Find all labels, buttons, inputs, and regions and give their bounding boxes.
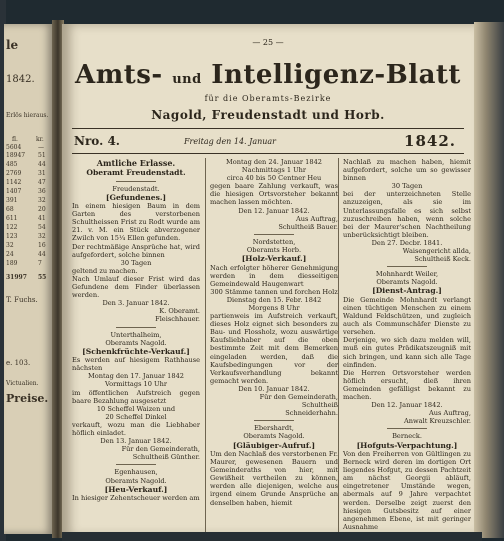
notice-date: Den 27. Decbr. 1841.	[371, 238, 443, 247]
masthead-subtitle: für die Oberamts-Bezirke	[204, 94, 332, 103]
left-fragment-text: 44	[38, 161, 46, 168]
notice-signature: Schultheiß Günther.	[132, 453, 200, 462]
left-fragment-text: 32	[6, 242, 14, 249]
notice-center-line: 30 Tagen	[120, 258, 152, 267]
notice-signature: Schultheiß Bauer.	[278, 222, 338, 231]
notice-text: gegen baare Zahlung verkauft, was die hiesigen Ortsvorsteher bekannt machen lassen möchten.	[210, 182, 338, 207]
notice-text: Nach erfolgter höherer Genehmigung werden in dem diesseitigen Gemeindewald Haugenwart	[210, 263, 338, 288]
left-fragment-text: 1407	[6, 188, 22, 195]
masthead-word: Intelligenz-Blatt	[211, 60, 461, 90]
notice-block	[210, 238, 338, 417]
left-fragment-text: 51	[38, 152, 46, 159]
left-fragment-text: le	[6, 38, 19, 52]
section-heading: Amtliche Erlasse.	[96, 158, 176, 168]
header-rule	[72, 128, 464, 129]
issue-year: 1842.	[404, 132, 456, 150]
divider	[254, 234, 294, 235]
left-fragment-text: 485	[6, 161, 18, 168]
place-name: Mohnhardt Weiler,	[375, 270, 439, 279]
divider	[116, 327, 156, 328]
left-fragment-text: 16	[38, 242, 46, 249]
place-name: Ebershardt,	[254, 424, 294, 433]
issue-line	[74, 132, 462, 152]
left-fragment-text: 189	[6, 260, 18, 267]
newspaper-page	[62, 24, 474, 536]
notice-title: [Hofguts-Verpachtung.]	[356, 440, 458, 450]
notice-center-line: Vormittags 10 Uhr	[104, 380, 167, 389]
notice-block	[343, 432, 471, 531]
notice-date: Den 3. Januar 1842.	[102, 299, 170, 308]
masthead-title	[62, 60, 474, 90]
notice-date: Den 12. Januar 1842.	[371, 401, 443, 410]
notice-date: Den 13. Januar 1842.	[100, 437, 172, 446]
notice-signature: Anwalt Kreuzschler.	[404, 417, 471, 426]
left-fragment-text: 123	[6, 233, 18, 240]
notice-text: Die Herren Ortsvorsteher werden höflich ersucht, dieß ihren Gemeinden gefälligst bekannt zu machen.	[343, 368, 471, 402]
left-fragment-text: Preise.	[6, 392, 49, 405]
notice-center-line: 10 Scheffel Waizen und	[96, 404, 176, 413]
left-fragment-text: Erlös hieraus.	[6, 112, 49, 119]
notice-center-line: circa 40 bis 50 Centner Heu	[226, 174, 322, 183]
place-district: Oberamts Horb.	[246, 245, 302, 254]
left-fragment-text: 7	[38, 260, 42, 267]
issue-date: Freitag den 14. Januar	[184, 137, 277, 146]
notice-signature: Schultheiß Keck.	[414, 255, 471, 264]
divider	[116, 464, 156, 465]
header-rule	[72, 153, 464, 154]
left-fragment-text: fl.	[12, 136, 18, 143]
left-fragment-text: 31997	[6, 274, 27, 281]
notice-text: im öffentlichen Aufstreich gegen baare Bezahlung ausgesetzt	[72, 388, 200, 405]
column-2	[205, 158, 338, 533]
notice-title: [Dienst-Antrag.]	[372, 286, 442, 296]
place-name: Egenhausen,	[114, 468, 158, 477]
left-fragment-text: 31	[38, 170, 46, 177]
authority-heading: Oberamt Freudenstadt.	[86, 168, 186, 177]
left-fragment-text: 24	[6, 251, 14, 258]
notice-text: bei der unterzeichneten Stelle anzuzeigen, als sie im Unterlassungsfalle es sich selbst zuzuschreiben haben, wenn solche bei der Maurer'schen Nachtheilung unberücksichtigt bleiben.	[343, 190, 471, 239]
column-1	[72, 158, 200, 533]
divider	[116, 181, 156, 182]
left-fragment-text: 20	[38, 206, 46, 213]
notice-date: Den 10. Januar 1842.	[238, 384, 310, 393]
notice-text: Derjenige, wo sich dazu melden will, muß ein gutes Prädikatszeugniß mit sich bringen, und kann sich alle Tage einfinden.	[343, 336, 471, 369]
notice-text: partienweis im Aufstreich verkauft, dieses Holz eignet sich besonders zu Bau- und Flossholz, wozu auswärtige Kaufsliebhaber auf die oben bestimmte Zeit mit dem Bemerken eingeladen werden, daß die Kaufsbedingungen vor der Verkaufsverhandlung bekannt gemacht werden.	[210, 312, 338, 385]
notice-block	[72, 185, 200, 324]
notice-text: geltend zu machen.	[72, 266, 138, 275]
left-fragment-text: 18947	[6, 152, 26, 159]
notice-signature: Waisengericht allda,	[402, 247, 471, 256]
left-fragment-text: 68	[6, 206, 14, 213]
notice-center-line: 300 Stämme tannen und forchen Holz	[210, 287, 338, 296]
place-name: Unterthalheim,	[110, 330, 162, 339]
notice-signature: Aus Auftrag,	[429, 409, 471, 418]
left-fragment-text: 2769	[6, 170, 22, 177]
notice-center-line: Dienstag den 15. Febr. 1842	[226, 295, 322, 304]
page-stack-edge	[474, 22, 504, 538]
left-fragment-text: Victualien.	[6, 380, 39, 387]
left-fragment-text: 391	[6, 197, 18, 204]
place-district: Oberamts Nagold.	[376, 278, 438, 287]
notice-text: Der rechtmäßige Ansprüche hat, wird aufgefordert, solche binnen	[72, 242, 200, 259]
left-fragment-text: 32	[38, 233, 46, 240]
notice-title: [Heu-Verkauf.]	[104, 484, 168, 494]
notice-text: Um den Nachlaß des verstorbenen Fr. Maurer, gewesenen Bauern und Gemeinderaths von hier, mit Gewißheit vertheilen zu können, werden alle diejenigen, welche aus irgend einem Grunde Ansprüche an denselben haben, hiemit	[210, 450, 338, 507]
masthead-word: Amts-	[75, 60, 163, 90]
notice-center-line: Nachmittags 1 Uhr	[241, 166, 307, 175]
notice-signature: Aus Auftrag,	[296, 214, 338, 223]
masthead-und: und	[172, 72, 202, 87]
notice-block	[72, 158, 200, 178]
notice-text: In hiesiger Zehentscheuer werden am	[72, 494, 200, 503]
left-fragment-text: 32	[38, 197, 46, 204]
left-fragment-text: 44	[38, 251, 46, 258]
left-fragment-text: 122	[6, 224, 18, 231]
place-name: Berneck.	[392, 432, 422, 441]
left-fragment-text: T. Fuchs.	[6, 296, 38, 304]
notice-block	[210, 158, 338, 231]
notice-center-line: Montag den 24. Januar 1842	[226, 158, 322, 166]
notice-text: Die Gemeinde Mohnhardt verlangt einen tüchtigen Menschen zu einem Waldund Feldschützen, und zugleich auch als Communschäfer Dienste zu versehen.	[343, 295, 471, 337]
notice-block	[343, 270, 471, 425]
place-district: Oberamts Nagold.	[243, 432, 305, 441]
notice-title: [Schenkfrüchte-Verkauf.]	[82, 346, 190, 356]
book-bottom-edge	[62, 532, 482, 541]
left-fragment-text: —	[38, 144, 44, 151]
page-number: — 25 —	[252, 38, 284, 47]
notice-signature: Für den Gemeinderath,	[259, 393, 338, 402]
divider	[387, 428, 427, 429]
notice-title: [Gefundenes.]	[105, 192, 167, 202]
notice-date: Den 12. Januar 1842.	[238, 206, 310, 215]
notice-text: Es werden auf hiesigem Rathhause nächsten	[72, 356, 200, 373]
notice-signature: K. Oberamt.	[159, 307, 200, 316]
notice-signature: Schneiderhahn.	[285, 409, 338, 418]
notice-signature: Fleischhauer.	[155, 315, 200, 324]
left-fragment-text: 5604	[6, 144, 22, 151]
notice-center-line: Montag den 17. Januar 1842	[88, 372, 184, 381]
notice-block	[72, 468, 200, 502]
column-3	[338, 158, 471, 533]
notice-block	[343, 158, 471, 263]
notice-text: In einem hiesigen Baum in dem Garten des verstorbenen Schultheissen Frist zu Rodt wurde am 21. v. M. ein Stück abverzogener Zwilch von 15¼ Ellen gefunden.	[72, 202, 200, 243]
left-fragment-text: 1842.	[6, 74, 35, 85]
notice-text: Nach Umlauf dieser Frist wird das Gefundene dem Finder überlassen werden.	[72, 274, 200, 300]
place-name: Freudenstadt.	[112, 184, 160, 193]
divider	[254, 420, 294, 421]
left-fragment-text: 55	[38, 274, 47, 281]
place-name: Nordstetten,	[252, 237, 296, 246]
notice-text: Nachlaß zu machen haben, hiemit aufgefordert, solche um so gewisser binnen	[343, 158, 471, 183]
left-fragment-text: e. 103.	[6, 359, 31, 367]
left-fragment-text: 36	[38, 188, 46, 195]
notice-signature: Schultheiß	[301, 401, 338, 410]
place-district: Oberamts Nagold.	[105, 338, 167, 347]
left-fragment-text: 611	[6, 215, 18, 222]
masthead-towns: Nagold, Freudenstadt und Horb.	[151, 108, 385, 122]
left-page-fragment	[4, 24, 54, 534]
notice-block	[72, 331, 200, 462]
notice-center-line: 30 Tagen	[391, 182, 423, 191]
notice-text: verkauft, wozu man die Liebhaber höflich einladet.	[72, 420, 200, 438]
issue-number: Nro. 4.	[74, 134, 120, 148]
notice-center-line: Morgens 8 Uhr	[248, 304, 300, 312]
left-fragment-text: 1142	[6, 179, 22, 186]
notice-center-line: 20 Scheffel Dinkel	[105, 412, 167, 421]
place-district: Oberamts Nagold.	[105, 476, 167, 485]
left-fragment-text: 41	[38, 215, 46, 222]
left-fragment-text: 47	[38, 179, 46, 186]
left-fragment-text: kr.	[36, 136, 44, 143]
notice-title: [Holz-Verkauf.]	[241, 254, 307, 264]
notice-block	[210, 424, 338, 506]
notice-signature: Für den Gemeinderath,	[121, 445, 200, 454]
notice-text: Von den Freiherren von Gültlingen zu Berneck wird deren im dortigen Ort liegendes Hofgut, zu dessen Pachtzeit am nächst Georgii abläuft, eingetretener Umstände wegen, abermals auf 9 Jahre verpachtet werden. Derselbe zeigt zuerst den hiesigen Gutsbesitz auf einer angenehmen Ebene, ist mit geringer Ausnahme	[343, 450, 471, 531]
left-fragment-text: 54	[38, 224, 46, 231]
notice-title: [Gläubiger-Aufruf.]	[232, 440, 316, 450]
divider	[387, 266, 427, 267]
